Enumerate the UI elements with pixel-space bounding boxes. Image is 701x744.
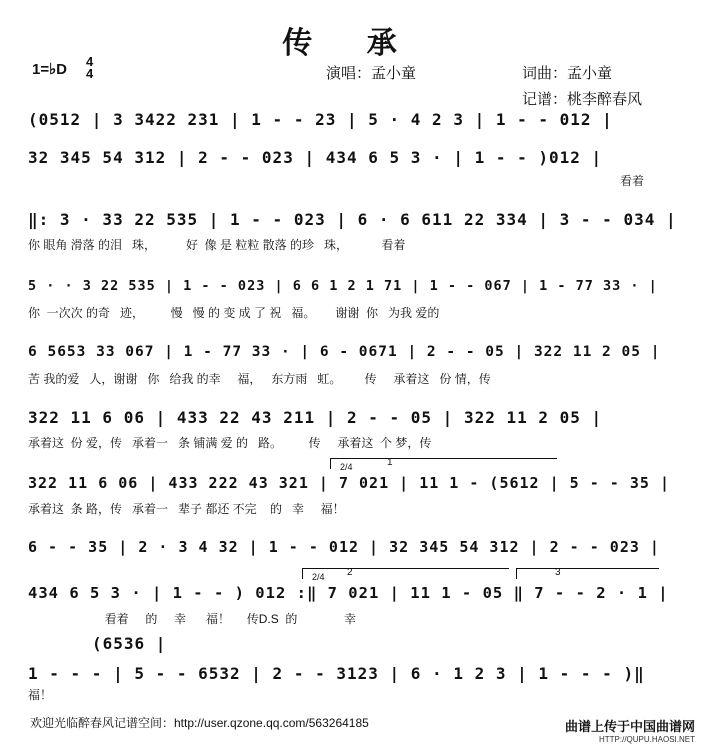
notation-line: 6 - - 35 | 2 · 3 4 32 | 1 - - 012 | 32 345 54 312 | 2 - - 023 | — [28, 538, 660, 556]
lyric-line: 承着这 条 路，传 承着一 辈子 都还 不完 的 幸 福！ — [28, 502, 345, 516]
first-ending-bracket — [330, 458, 557, 469]
watermark-url: HTTP://QUPU.HAOSI.NET — [598, 735, 695, 744]
lyric-line: 你 一次次 的奇 迹， 慢 慢 的 变 成 了 祝 福。 谢谢 你 为我 爱的 — [28, 306, 440, 320]
site-watermark — [565, 716, 695, 744]
notation-line: ‖: 3 · 33 22 535 | 1 - - 023 | 6 · 6 611 22 334 | 3 - - 034 | — [28, 210, 677, 229]
song-title: 传 承 — [282, 26, 419, 61]
notation-line: (6536 | — [92, 634, 167, 653]
lyric-line: 看着 的 幸 福！ 传D.S 的 幸 — [28, 612, 357, 626]
notation-line: (0512 | 3 3422 231 | 1 - - 23 | 5 · 4 2 3 | 1 - - 012 | — [28, 110, 613, 129]
notation-line: 322 11 6 06 | 433 222 43 321 | 7 021 | 11 1 - (5612 | 5 - - 35 | — [28, 474, 670, 492]
second-ending-bracket — [302, 568, 509, 579]
second-ending-number: 2 — [347, 567, 353, 578]
notation-line: 1 - - - | 5 - - 6532 | 2 - - 3123 | 6 · 1 2 3 | 1 - - - )‖ — [28, 664, 645, 683]
first-ending-number: 1 — [387, 457, 393, 468]
lyric-line: 你 眼角 滑落 的泪 珠， 好 像 是 粒粒 散落 的珍 珠， 看着 — [28, 238, 406, 252]
singer-credit: 演唱：孟小童 — [326, 65, 417, 82]
transcriber-credit: 记谱：桃李醉春风 — [522, 91, 643, 108]
lyric-line: 福！ — [28, 688, 53, 702]
footer-link-text[interactable]: 欢迎光临醉春风记谱空间：http://user.qzone.qq.com/563264185 — [30, 716, 369, 730]
time-signature-bottom: 4 — [86, 66, 94, 81]
key-signature: 1=♭D — [32, 61, 68, 78]
third-ending-number: 3 — [555, 567, 561, 578]
lyric-line: 承着这 份 爱，传 承着一 条 铺满 爱 的 路。 传 承着这 个 梦，传 — [28, 436, 432, 450]
time-change-label-2: 2/4 — [312, 572, 325, 582]
composer-credit: 词曲：孟小童 — [522, 65, 613, 82]
notation-line: 5 · · 3 22 535 | 1 - - 023 | 6 6 1 2 1 71 | 1 - - 067 | 1 - 77 33 · | — [28, 278, 658, 294]
time-change-label: 2/4 — [340, 462, 353, 472]
notation-line: 434 6 5 3 · | 1 - - ) 012 :‖ 7 021 | 11 1 - 05 ‖ 7 - - 2 · 1 | — [28, 584, 669, 602]
time-signature-top: 4 — [86, 54, 94, 69]
lyric-line: 苦 我的爱 人，谢谢 你 给我 的幸 福， 东方雨 虹。 传 承着这 份 情，传 — [28, 372, 491, 386]
third-ending-bracket — [516, 568, 659, 579]
notation-line: 322 11 6 06 | 433 22 43 211 | 2 - - 05 | 322 11 2 05 | — [28, 408, 603, 427]
notation-line: 32 345 54 312 | 2 - - 023 | 434 6 5 3 · | 1 - - )012 | — [28, 148, 603, 167]
notation-line: 6 5653 33 067 | 1 - 77 33 · | 6 - 0671 | 2 - - 05 | 322 11 2 05 | — [28, 344, 661, 360]
watermark-title: 曲谱上传于中国曲谱网 — [564, 719, 695, 734]
time-signature — [86, 56, 93, 80]
lyric-line: 看着 — [620, 174, 645, 188]
